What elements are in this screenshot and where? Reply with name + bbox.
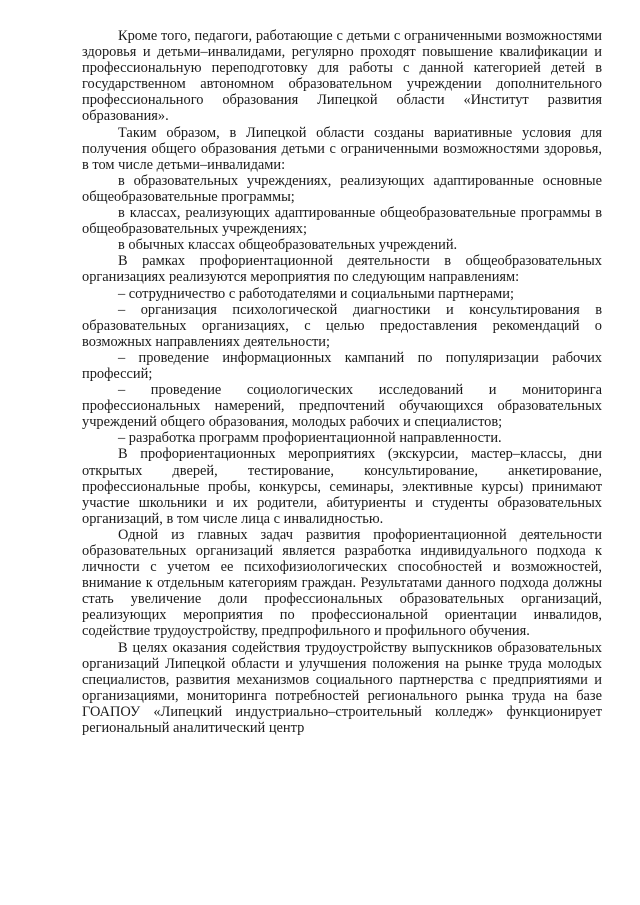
list-item-psych-diagnostics: – организация психологической диагностики и консультирования в образовательных организациях, с целью предоставления рекомендаций о возможных направлениях деятельности; bbox=[82, 301, 602, 350]
list-item-regular-classes: в обычных классах общеобразовательных учреждений. bbox=[118, 237, 458, 254]
document-page bbox=[82, 28, 602, 736]
paragraph-employment-assistance: В целях оказания содействия трудоустройству выпускников образовательных организаций Липецкой области и улучшения положения на рынке труда молодых специалистов, развития механизмов социального партнерства с предприятиями и организациями, мониторинга потребностей регионального рынка труда на базе ГОАПОУ «Липецкий индустриально–строительный колледж» функционирует региональный аналитический центр bbox=[82, 639, 602, 737]
list-item-program-development: – разработка программ профориентационной направленности. bbox=[118, 430, 502, 447]
paragraph-individual-approach: Одной из главных задач развития профориентационной деятельности образовательных организаций является разработка индивидуального подхода к личности с учетом ее психофизиологических способностей и возможностей, внимание к отдельным категориям граждан. Результатами данного подхода должны стать увеличение доли профессиональных образовательных организаций, реализующих мероприятия по профессиональной ориентации инвалидов, содействие трудоустройству, предпрофильного и профильного обучения. bbox=[82, 526, 602, 640]
list-item-adapted-classes: в классах, реализующих адаптированные общеобразовательные программы в общеобразовательных учреждениях; bbox=[82, 205, 602, 238]
list-item-employers-cooperation: – сотрудничество с работодателями и социальными партнерами; bbox=[118, 285, 514, 302]
paragraph-career-guidance-intro: В рамках профориентационной деятельности в общеобразовательных организациях реализуются мероприятия по следующим направлениям: bbox=[82, 253, 602, 286]
list-item-info-campaigns: – проведение информационных кампаний по популяризации рабочих профессий; bbox=[82, 349, 602, 382]
paragraph-conditions-intro: Таким образом, в Липецкой области созданы вариативные условия для получения общего образования детьми с ограниченными возможностями здоровья, в том числе детьми–инвалидами: bbox=[82, 124, 602, 173]
list-item-adapted-schools: в образовательных учреждениях, реализующих адаптированные основные общеобразовательные программы; bbox=[82, 172, 602, 205]
list-item-sociological-research: – проведение социологических исследований и мониторинга профессиональных намерений, предпочтений обучающихся образовательных учреждений общего образования, молодых рабочих и специалистов; bbox=[82, 382, 602, 431]
paragraph-teacher-training: Кроме того, педагоги, работающие с детьми с ограниченными возможностями здоровья и детьми–инвалидами, регулярно проходят повышение квалификации и профессиональную переподготовку для работы с данной категорией детей в государственном автономном образовательном учреждении дополнительного профессионального образования Липецкой области «Институт развития образования». bbox=[82, 28, 602, 125]
paragraph-career-events: В профориентационных мероприятиях (экскурсии, мастер–классы, дни открытых дверей, тестирование, консультирование, анкетирование, профессиональные пробы, конкурсы, семинары, элективные курсы) принимают участие школьники и их родители, абитуриенты и студенты образовательных организаций, в том числе лица с инвалидностью. bbox=[82, 446, 602, 527]
